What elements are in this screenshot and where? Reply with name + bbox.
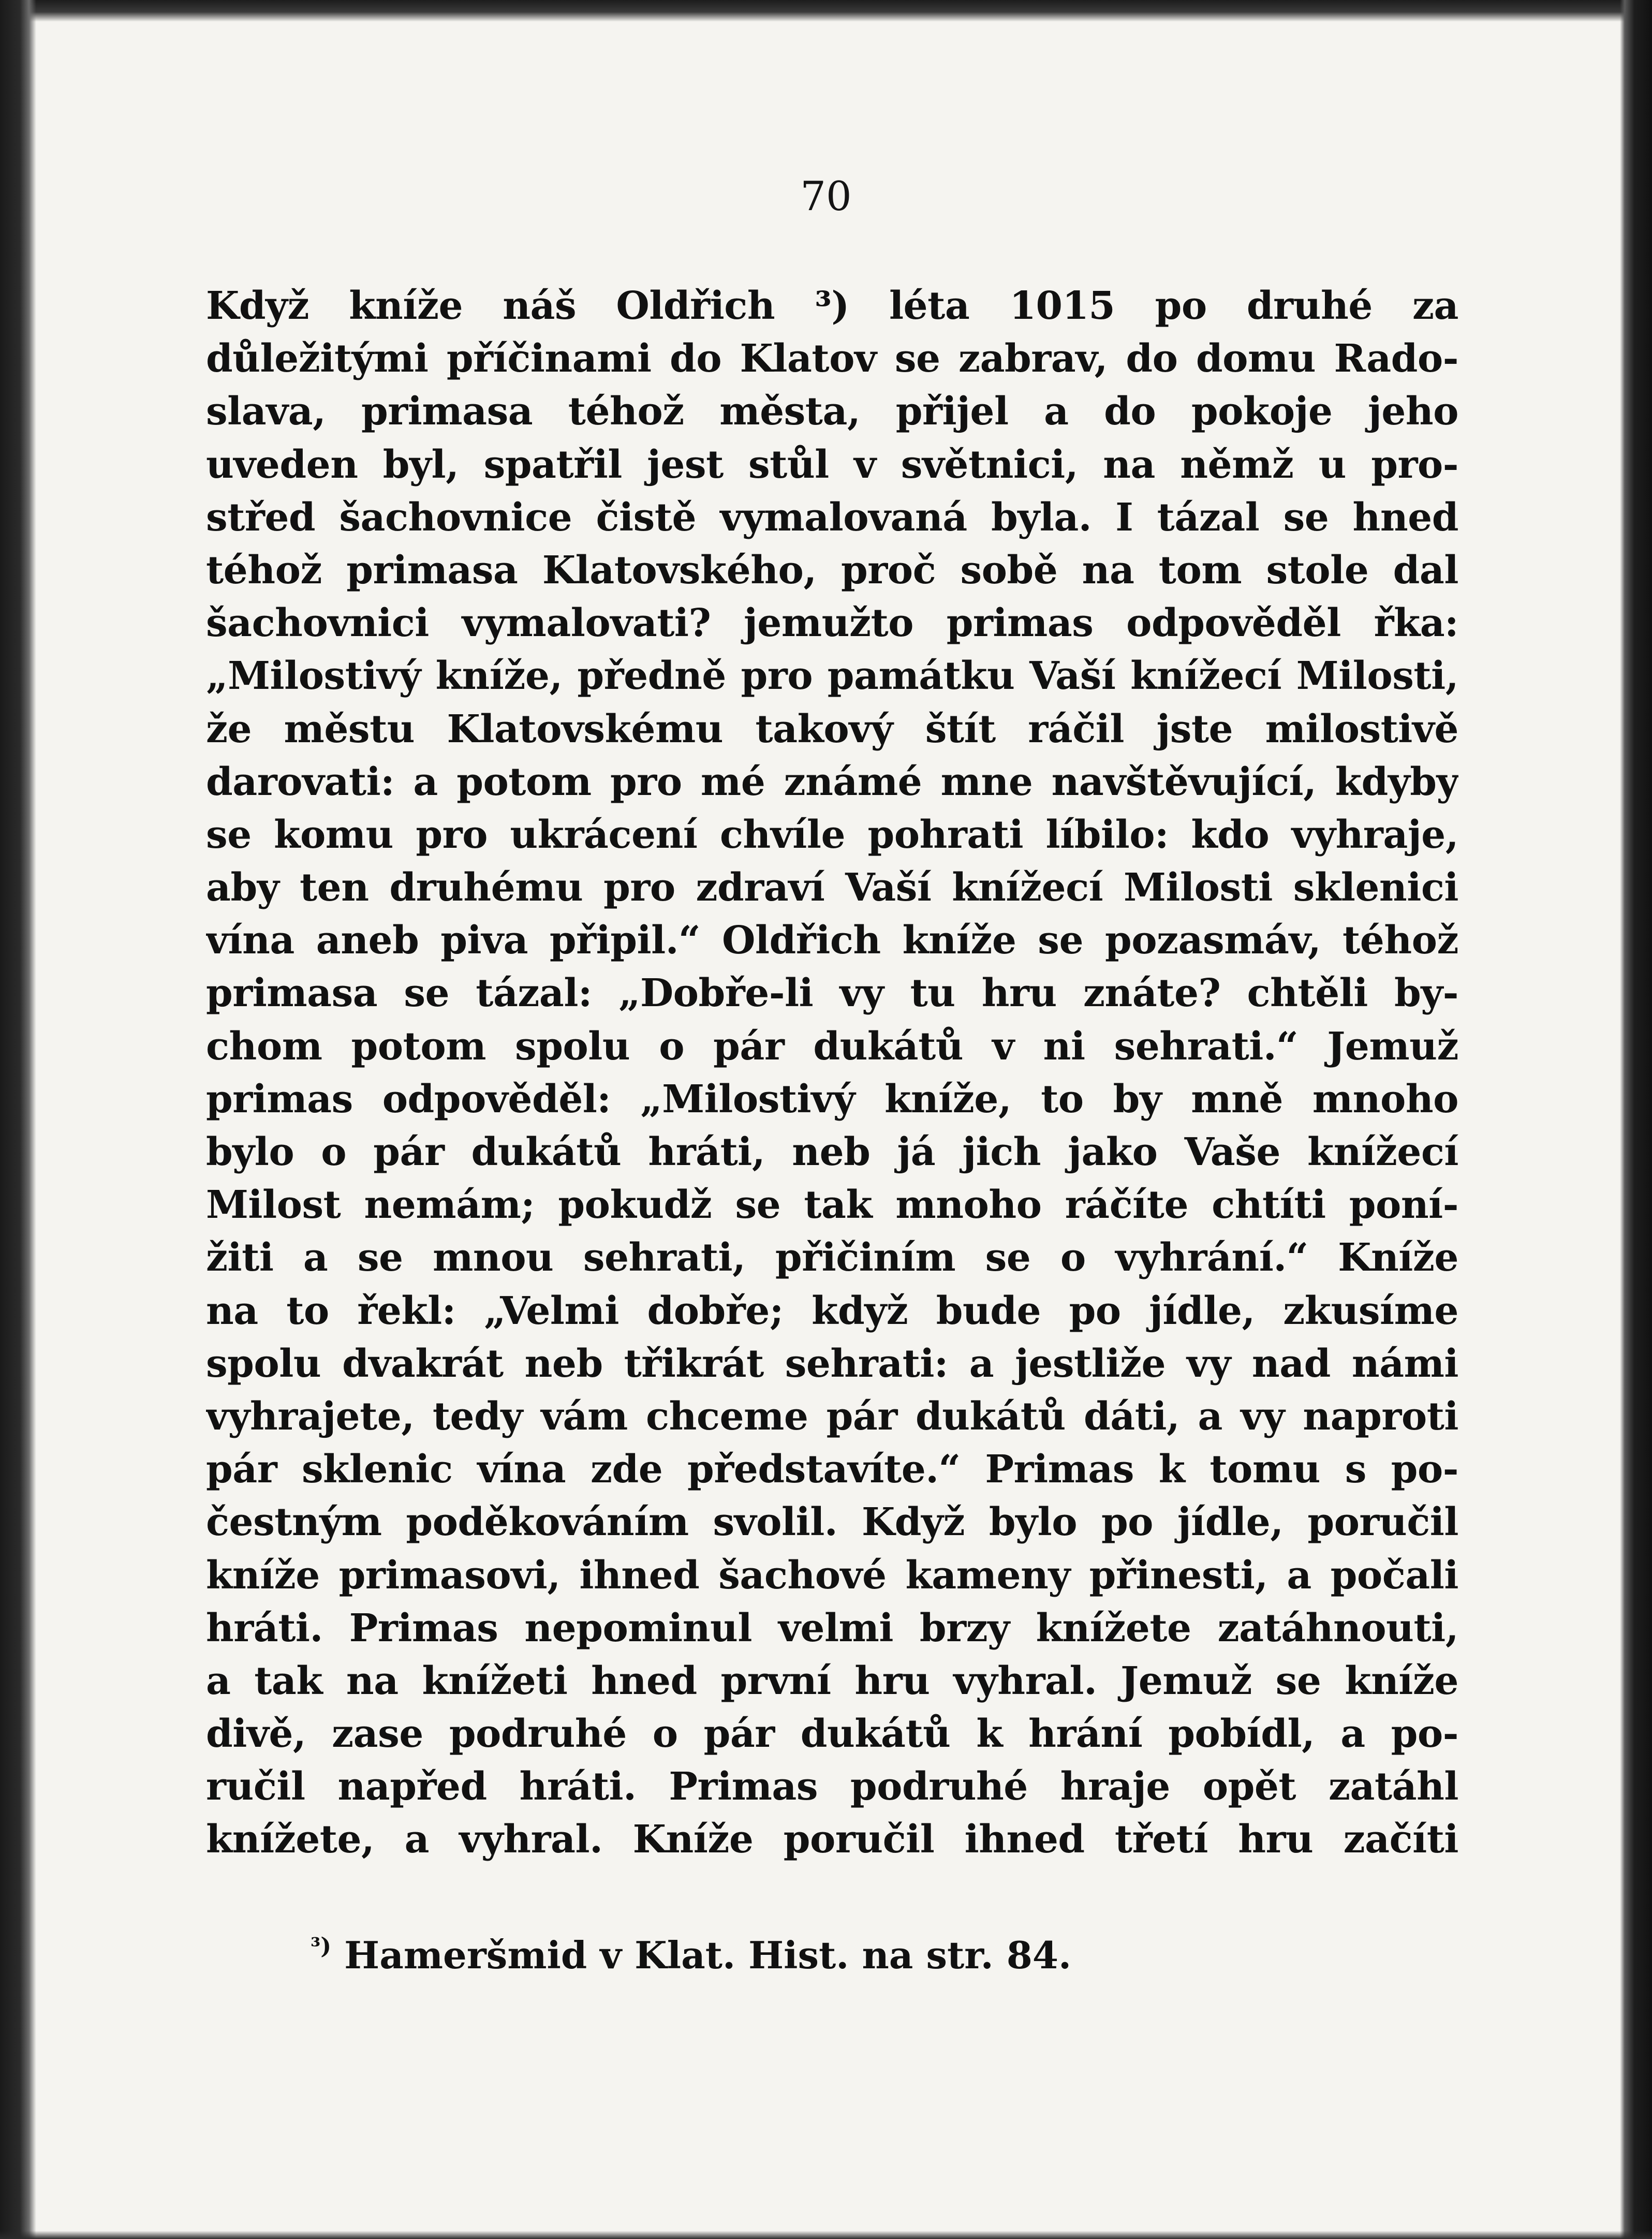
text-line: uveden byl, spatřil jest stůl v světnici, na němž u pro- bbox=[206, 442, 1458, 487]
text-line: Když kníže náš Oldřich ³) léta 1015 po druhé za bbox=[206, 284, 1458, 328]
footnote bbox=[311, 1933, 1071, 1977]
text-line: kníže primasovi, ihned šachové kameny přinesti, a počali bbox=[206, 1553, 1458, 1598]
text-line: „Milostivý kníže, předně pro památku Vaší knížecí Milosti, bbox=[206, 654, 1458, 699]
body-text bbox=[206, 279, 1458, 1866]
text-line: spolu dvakrát neb třikrát sehrati: a jestliže vy nad námi bbox=[206, 1341, 1458, 1386]
footnote-text: Hameršmid v Klat. Hist. na str. 84. bbox=[344, 1933, 1072, 1977]
text-line: na to řekl: „Velmi dobře; když bude po jídle, zkusíme bbox=[206, 1288, 1458, 1333]
text-line: hráti. Primas nepominul velmi brzy knížete zatáhnouti, bbox=[206, 1605, 1458, 1651]
text-line: téhož primasa Klatovského, proč sobě na tom stole dal bbox=[206, 548, 1458, 593]
text-line: čestným poděkováním svolil. Když bylo po jídle, poručil bbox=[206, 1500, 1458, 1545]
text-line: knížete, a vyhral. Kníže poručil ihned třetí hru začíti bbox=[206, 1817, 1458, 1862]
page-number: 70 bbox=[800, 173, 852, 220]
text-line: divě, zase podruhé o pár dukátů k hrání pobídl, a po- bbox=[206, 1712, 1458, 1757]
text-line: střed šachovnice čistě vymalovaná byla. I tázal se hned bbox=[206, 495, 1458, 540]
text-line: a tak na knížeti hned první hru vyhral. Jemuž se kníže bbox=[206, 1658, 1458, 1703]
footnote-marker: ³) bbox=[311, 1933, 332, 1960]
text-line: primas odpověděl: „Milostivý kníže, to by mně mnoho bbox=[206, 1077, 1458, 1122]
scan-edge-bottom bbox=[0, 2231, 1652, 2239]
scan-edge-right bbox=[1620, 0, 1652, 2239]
text-line: Milost nemám; pokudž se tak mnoho ráčíte chtíti poní- bbox=[206, 1183, 1458, 1228]
text-line: darovati: a potom pro mé známé mne navštěvující, kdyby bbox=[206, 759, 1458, 804]
text-line: vyhrajete, tedy vám chceme pár dukátů dáti, a vy naproti bbox=[206, 1394, 1458, 1439]
text-line: že městu Klatovskému takový štít ráčil jste milostivě bbox=[206, 706, 1458, 752]
scan-edge-left bbox=[0, 0, 36, 2239]
text-line: bylo o pár dukátů hráti, neb já jich jako Vaše knížecí bbox=[206, 1130, 1458, 1174]
text-line: ručil napřed hráti. Primas podruhé hraje opět zatáhl bbox=[206, 1764, 1458, 1809]
text-line: aby ten druhému pro zdraví Vaší knížecí Milosti sklenici bbox=[206, 865, 1458, 910]
text-line: vína aneb piva připil.“ Oldřich kníže se pozasmáv, téhož bbox=[206, 918, 1458, 963]
text-line: slava, primasa téhož města, přijel a do pokoje jeho bbox=[206, 389, 1458, 434]
text-line: důležitými příčinami do Klatov se zabrav, do domu Rado- bbox=[206, 336, 1458, 381]
text-line: šachovnici vymalovati? jemužto primas odpověděl řka: bbox=[206, 601, 1458, 646]
text-line: žiti a se mnou sehrati, přičiním se o vyhrání.“ Kníže bbox=[206, 1235, 1458, 1280]
text-line: se komu pro ukrácení chvíle pohrati líbilo: kdo vyhraje, bbox=[206, 812, 1458, 857]
text-line: primasa se tázal: „Dobře-li vy tu hru znáte? chtěli by- bbox=[206, 971, 1458, 1016]
text-line: pár sklenic vína zde představíte.“ Primas k tomu s po- bbox=[206, 1447, 1458, 1492]
text-line: chom potom spolu o pár dukátů v ni sehrati.“ Jemuž bbox=[206, 1024, 1458, 1069]
scan-edge-top bbox=[0, 0, 1652, 22]
